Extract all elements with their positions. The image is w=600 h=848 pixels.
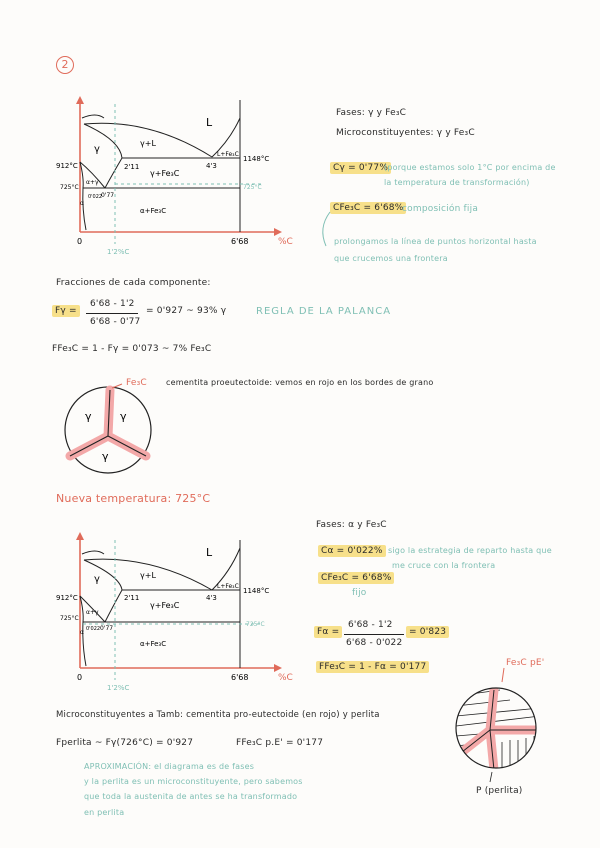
label2-912: 912°C — [56, 594, 78, 602]
label-x0: 0 — [77, 237, 83, 246]
region-gamma: γ — [94, 144, 100, 155]
label2-725: 725°C — [60, 615, 79, 622]
micro-1: Microconstituyentes: γ y Fe₃C — [336, 128, 475, 138]
c-fe3c-2: CFe₃C = 6'68% — [318, 572, 394, 584]
approx-4: en perlita — [84, 808, 125, 817]
c-gamma: Cγ = 0'77% — [330, 162, 391, 174]
label-43: 4'3 — [206, 162, 217, 170]
section2-title: Nueva temperatura: 725°C — [56, 492, 211, 505]
fracciones-title: Fracciones de cada componente: — [56, 278, 211, 288]
region2-LFe3C: L+Fe₃C — [217, 583, 239, 590]
label-1148: 1148°C — [243, 155, 270, 163]
label-x12: 1'2%C — [107, 248, 130, 256]
region-alphagamma: α+γ — [86, 179, 99, 186]
label-211: 2'11 — [124, 163, 140, 171]
label-x668: 6'68 — [231, 237, 249, 246]
c-alpha: Cα = 0'022% — [318, 545, 386, 557]
frac1-den: 6'68 - 0'77 — [90, 317, 141, 327]
label2-axisC: %C — [278, 673, 293, 683]
c-fe3c-note-2: fijo — [352, 588, 367, 598]
label2-0022: 0'022 — [86, 626, 101, 632]
region2-alpha: α — [80, 629, 84, 636]
perlita-label: P (perlita) — [476, 786, 523, 796]
label-912: 912°C — [56, 162, 78, 170]
label-725-teal: 725°C — [243, 184, 262, 191]
fe3c-pe-label: Fe₃C pE' — [506, 658, 545, 668]
grain-3: γ — [102, 450, 109, 463]
region2-alphaFe3C: α+Fe₃C — [140, 640, 167, 648]
label2-43: 4'3 — [206, 594, 217, 602]
c-gamma-note2: la temperatura de transformación) — [384, 178, 530, 187]
label2-x0: 0 — [77, 673, 83, 682]
prolong-note1: prolongamos la línea de puntos horizontal hasta — [334, 237, 537, 246]
label2-725-teal: 725°C — [246, 621, 265, 628]
label2-211: 2'11 — [124, 594, 140, 602]
frac1-num: 6'68 - 1'2 — [90, 299, 135, 309]
label2-077: 0'77 — [100, 625, 114, 632]
c-fe3c-note-1: composición fija — [402, 204, 479, 214]
f-perlita: Fperlita ~ Fγ(726°C) = 0'927 — [56, 738, 194, 748]
f-fe3c-2-text: FFe₃C = 1 - Fα = 0'177 — [316, 661, 429, 673]
frac2-den: 6'68 - 0'022 — [346, 638, 403, 648]
f-gamma-result: = 0'927 ~ 93% γ — [146, 306, 227, 316]
f-alpha-label: Fα = — [314, 626, 342, 638]
c-fe3c-1: CFe₃C = 6'68% — [330, 202, 406, 214]
label-077: 0'77 — [101, 192, 115, 199]
region-gammaFe3C: γ+Fe₃C — [150, 169, 180, 178]
f-fe3c-pe: FFe₃C p.E' = 0'177 — [236, 738, 324, 748]
region2-alphagamma: α+γ — [86, 609, 99, 616]
region-alphaFe3C: α+Fe₃C — [140, 207, 167, 215]
c-gamma-note1: (porque estamos solo 1°C por encima de — [384, 163, 556, 172]
region2-L: L — [206, 546, 213, 559]
region2-gammaFe3C: γ+Fe₃C — [150, 601, 180, 610]
label-axisC: %C — [278, 237, 293, 247]
fases-2: Fases: α y Fe₃C — [316, 520, 387, 530]
region-gammaL: γ+L — [140, 139, 156, 148]
fases-1: Fases: γ y Fe₃C — [336, 108, 407, 118]
c-alpha-note1: sigo la estrategia de reparto hasta que — [388, 546, 552, 555]
label2-1148: 1148°C — [243, 587, 270, 595]
frac2-num: 6'68 - 1'2 — [348, 620, 393, 630]
label-725: 725°C — [60, 184, 79, 191]
region-L: L — [206, 116, 213, 129]
label2-x12: 1'2%C — [107, 684, 130, 692]
approx-2: y la perlita es un microconstituyente, pero sabemos — [84, 777, 303, 786]
label2-x668: 6'68 — [231, 673, 249, 682]
prolong-note2: que crucemos una frontera — [334, 254, 448, 263]
fe3c-label-1: Fe₃C — [126, 378, 147, 388]
region-alpha: α — [80, 200, 84, 207]
grain-1: γ — [85, 410, 92, 423]
region2-gamma: γ — [94, 574, 100, 585]
c-alpha-note2: me cruce con la frontera — [392, 561, 496, 570]
grain-2: γ — [120, 410, 127, 423]
micro-title-2: Microconstituyentes a Tamb: cementita pro-eutectoide (en rojo) y perlita — [56, 710, 380, 720]
region2-gammaL: γ+L — [140, 571, 156, 580]
regla-palanca: REGLA DE LA PALANCA — [256, 306, 392, 317]
f-alpha-result: = 0'823 — [406, 626, 449, 638]
f-gamma-label: Fγ = — [52, 305, 80, 317]
region-LFe3C: L+Fe₃C — [217, 151, 239, 158]
label-0022: 0'022 — [88, 194, 103, 200]
micro-note-1: cementita proeutectoide: vemos en rojo en los bordes de grano — [166, 378, 434, 387]
f-fe3c-1: FFe₃C = 1 - Fγ = 0'073 ~ 7% Fe₃C — [52, 344, 212, 354]
page-number: 2 — [56, 56, 74, 74]
approx-3: que toda la austenita de antes se ha transformado — [84, 792, 298, 801]
approx-1: APROXIMACIÓN: el diagrama es de fases — [84, 762, 255, 771]
